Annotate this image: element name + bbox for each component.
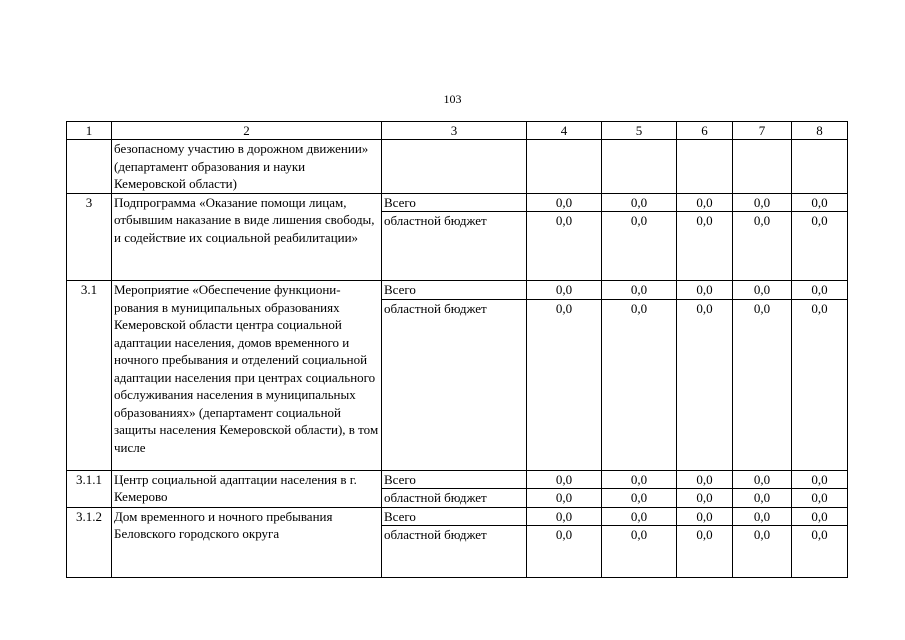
value-cell: 0,0 xyxy=(733,507,792,526)
value-cell: 0,0 xyxy=(733,470,792,489)
value-cell: 0,0 xyxy=(677,470,733,489)
value-cell: 0,0 xyxy=(602,489,677,508)
value-cell: 0,0 xyxy=(527,212,602,281)
value-cell: 0,0 xyxy=(602,193,677,212)
value-cell: 0,0 xyxy=(602,470,677,489)
empty-cell xyxy=(733,140,792,194)
row-name: Подпрограмма «Оказание помощи лицам, отбывшим наказание в виде лишения свободы, и содействие их социальной реабилитации» xyxy=(112,193,382,281)
value-cell: 0,0 xyxy=(792,299,848,470)
empty-cell xyxy=(792,140,848,194)
value-cell: 0,0 xyxy=(527,299,602,470)
funding-source: областной бюджет xyxy=(382,526,527,578)
table-row xyxy=(67,470,848,489)
col-header: 2 xyxy=(112,122,382,140)
row-number xyxy=(67,140,112,194)
row-name: Дом временного и ночного пребывания Беловского городского округа xyxy=(112,507,382,578)
value-cell: 0,0 xyxy=(602,281,677,300)
value-cell: 0,0 xyxy=(677,507,733,526)
empty-cell xyxy=(527,140,602,194)
value-cell: 0,0 xyxy=(733,526,792,578)
table-row xyxy=(67,507,848,526)
value-cell: 0,0 xyxy=(527,470,602,489)
value-cell: 0,0 xyxy=(733,193,792,212)
col-header: 5 xyxy=(602,122,677,140)
col-header: 4 xyxy=(527,122,602,140)
col-header: 1 xyxy=(67,122,112,140)
table-row xyxy=(67,281,848,300)
value-cell: 0,0 xyxy=(527,193,602,212)
value-cell: 0,0 xyxy=(527,281,602,300)
page-number: 103 xyxy=(443,92,462,106)
value-cell: 0,0 xyxy=(677,489,733,508)
funding-source: Всего xyxy=(382,470,527,489)
col-header: 8 xyxy=(792,122,848,140)
value-cell: 0,0 xyxy=(733,489,792,508)
value-cell: 0,0 xyxy=(792,526,848,578)
col-header: 7 xyxy=(733,122,792,140)
value-cell: 0,0 xyxy=(733,281,792,300)
row-name: безопасному участию в дорожном движении» (департамент образования и науки Кемеровской области) xyxy=(112,140,382,194)
funding-source: областной бюджет xyxy=(382,489,527,508)
value-cell: 0,0 xyxy=(527,507,602,526)
value-cell: 0,0 xyxy=(527,526,602,578)
value-cell: 0,0 xyxy=(792,507,848,526)
row-number: 3.1.2 xyxy=(67,507,112,578)
table-row xyxy=(67,193,848,212)
value-cell: 0,0 xyxy=(733,299,792,470)
value-cell: 0,0 xyxy=(677,526,733,578)
value-cell: 0,0 xyxy=(677,212,733,281)
value-cell: 0,0 xyxy=(677,281,733,300)
value-cell: 0,0 xyxy=(602,526,677,578)
value-cell: 0,0 xyxy=(527,489,602,508)
row-number: 3 xyxy=(67,193,112,281)
table-row xyxy=(67,140,848,194)
value-cell: 0,0 xyxy=(677,299,733,470)
funding-source: Всего xyxy=(382,281,527,300)
row-number: 3.1 xyxy=(67,281,112,471)
row-name: Мероприятие «Обеспечение функциони-рования в муниципальных образованиях Кемеровской области центра социальной адаптации населения, домов временного и ночного пребывания и отделений социальной адаптации населения при центрах социального обслуживания населения в муниципальных образованиях» (департамент социальной защиты населения Кемеровской области), в том числе xyxy=(112,281,382,471)
funding-source: областной бюджет xyxy=(382,212,527,281)
value-cell: 0,0 xyxy=(602,212,677,281)
value-cell: 0,0 xyxy=(733,212,792,281)
value-cell: 0,0 xyxy=(792,470,848,489)
col-header: 6 xyxy=(677,122,733,140)
funding-source: Всего xyxy=(382,193,527,212)
funding-source: областной бюджет xyxy=(382,299,527,470)
row-number: 3.1.1 xyxy=(67,470,112,507)
empty-cell xyxy=(602,140,677,194)
funding-source: Всего xyxy=(382,507,527,526)
value-cell: 0,0 xyxy=(792,193,848,212)
value-cell: 0,0 xyxy=(602,507,677,526)
value-cell: 0,0 xyxy=(792,212,848,281)
empty-cell xyxy=(382,140,527,194)
value-cell: 0,0 xyxy=(792,489,848,508)
row-name: Центр социальной адаптации населения в г. Кемерово xyxy=(112,470,382,507)
budget-table xyxy=(66,121,848,578)
header-row xyxy=(67,122,848,140)
value-cell: 0,0 xyxy=(792,281,848,300)
value-cell: 0,0 xyxy=(677,193,733,212)
empty-cell xyxy=(677,140,733,194)
value-cell: 0,0 xyxy=(602,299,677,470)
col-header: 3 xyxy=(382,122,527,140)
